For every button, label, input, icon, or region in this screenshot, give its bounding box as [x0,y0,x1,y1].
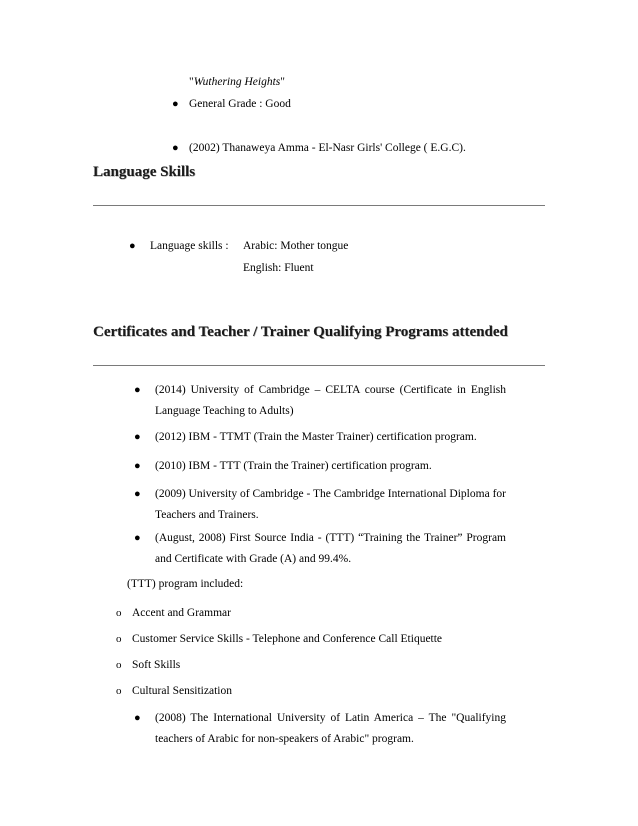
language-english: English: Fluent [243,262,314,274]
certificate-item-line: and Certificate with Grade (A) and 99.4%. [155,553,352,565]
general-grade: General Grade : Good [189,98,291,110]
program-topic: Customer Service Skills - Telephone and Conference Call Etiquette [132,633,443,645]
program-topic: Soft Skills [132,659,181,671]
bullet-icon: ● [129,240,136,252]
certificates-heading: Certificates and Teacher / Trainer Qualifying Programs attended [93,324,508,340]
certificate-item-line: Teachers and Trainers. [155,509,259,521]
book-title-line: "Wuthering Heights" [189,76,285,88]
bullet-icon: ● [134,460,141,472]
certificate-item-line: (2010) IBM - TTT (Train the Trainer) certification program. [155,460,432,472]
bullet-icon: ● [134,384,141,396]
certificate-item-line: (2014) University of Cambridge – CELTA course (Certificate in English [155,384,506,396]
bullet-icon: ● [134,712,141,724]
circle-bullet-icon: o [116,633,122,645]
bullet-icon: ● [172,98,179,110]
certificate-item-line: (August, 2008) First Source India - (TTT) “Training the Trainer” Program [155,532,506,544]
circle-bullet-icon: o [116,607,122,619]
certificate-item-line: (2012) IBM - TTMT (Train the Master Trainer) certification program. [155,431,477,443]
school-entry: (2002) Thanaweya Amma - El-Nasr Girls' College ( E.G.C). [189,142,466,154]
section-divider [93,205,545,206]
section-divider [93,365,545,366]
language-arabic: Arabic: Mother tongue [243,240,349,252]
program-topic: Accent and Grammar [132,607,231,619]
program-intro: (TTT) program included: [127,578,244,590]
book-title: Wuthering Heights [193,76,281,88]
bullet-icon: ● [134,532,141,544]
language-skills-label: Language skills : [150,240,229,252]
circle-bullet-icon: o [116,659,122,671]
certificate-item-line: (2008) The International University of Latin America – The "Qualifying [155,712,506,724]
bullet-icon: ● [134,488,141,500]
language-skills-heading: Language Skills [93,164,196,180]
circle-bullet-icon: o [116,685,122,697]
certificate-item-line: (2009) University of Cambridge - The Cambridge International Diploma for [155,488,506,500]
program-topic: Cultural Sensitization [132,685,232,697]
bullet-icon: ● [172,142,179,154]
bullet-icon: ● [134,431,141,443]
certificate-item-line: teachers of Arabic for non-speakers of Arabic" program. [155,733,414,745]
certificate-item-line: Language Teaching to Adults) [155,405,294,417]
